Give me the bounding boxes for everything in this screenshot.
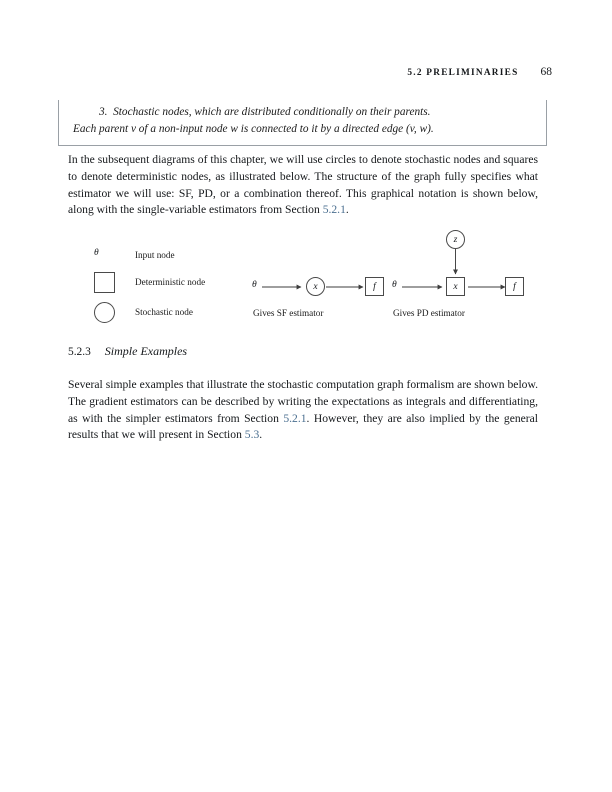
definition-closing-a: Each parent bbox=[73, 122, 131, 135]
pd-node-x: x bbox=[446, 277, 465, 296]
section-number: 5.2.3 bbox=[68, 346, 91, 358]
definition-list-item bbox=[73, 104, 532, 121]
paragraph-notation-period: . bbox=[345, 203, 349, 217]
xref-section-5-3[interactable]: 5.3 bbox=[244, 428, 260, 442]
sf-node-f: f bbox=[365, 277, 384, 296]
definition-box bbox=[58, 100, 547, 146]
definition-item-number: 3. bbox=[99, 106, 108, 118]
xref-section-5-2-1[interactable]: 5.2.1 bbox=[322, 203, 346, 217]
running-header-section: 5.2 PRELIMINARIES bbox=[407, 68, 519, 78]
definition-var-w: w bbox=[230, 122, 238, 135]
pd-node-f: f bbox=[505, 277, 524, 296]
definition-var-v: v bbox=[130, 122, 136, 135]
legend-theta-icon: θ bbox=[94, 248, 99, 258]
page-number: 68 bbox=[540, 66, 552, 78]
legend-square-icon bbox=[94, 272, 115, 293]
sf-theta-label: θ bbox=[252, 279, 257, 290]
pd-node-z: z bbox=[446, 230, 465, 249]
section-heading bbox=[68, 344, 187, 359]
legend-label-input-node: Input node bbox=[135, 250, 175, 260]
running-header bbox=[407, 66, 552, 78]
paragraph-notation-text: In the subsequent diagrams of this chapter, we will use circles to denote stochastic nodes and squares to denote deterministic nodes, as illustrated below. The structure of the graph fully specifies what estimator we will use: SF, PD, or a combination thereof. This graphical notation is shown below, along with the single-variable estimators from Section bbox=[68, 153, 538, 217]
sf-caption: Gives SF estimator bbox=[253, 308, 324, 318]
definition-item-text: Stochastic nodes, which are distributed conditionally on their parents. bbox=[113, 106, 431, 118]
legend-label-stochastic-node: Stochastic node bbox=[135, 307, 193, 317]
definition-closing-line bbox=[73, 121, 532, 138]
paragraph-examples-text-a: Several simple examples that illustrate the stochastic computation graph formalism are shown below. The gradient estimators can be described by writing the expectations as integrals and differentiating, as with the simpler estimators from Section bbox=[68, 378, 538, 425]
section-title: Simple Examples bbox=[104, 344, 188, 358]
paragraph-notation bbox=[68, 152, 538, 219]
paragraph-examples-text-b: . However, they are also implied by the general results that we will present in Section bbox=[68, 411, 539, 442]
legend-circle-icon bbox=[94, 302, 115, 323]
figure-node-notation bbox=[58, 228, 554, 328]
legend-label-deterministic-node: Deterministic node bbox=[135, 277, 206, 287]
definition-closing-c: is connected to it by a directed edge (v, w). bbox=[237, 122, 434, 135]
paragraph-simple-examples bbox=[68, 377, 538, 444]
definition-closing-b: of a non-input node bbox=[135, 122, 231, 135]
pd-theta-label: θ bbox=[392, 279, 397, 290]
xref-section-5-2-1-second[interactable]: 5.2.1 bbox=[283, 411, 307, 425]
paragraph-examples-text-c: . bbox=[259, 428, 263, 442]
pd-caption: Gives PD estimator bbox=[393, 308, 465, 318]
sf-node-x: x bbox=[306, 277, 325, 296]
